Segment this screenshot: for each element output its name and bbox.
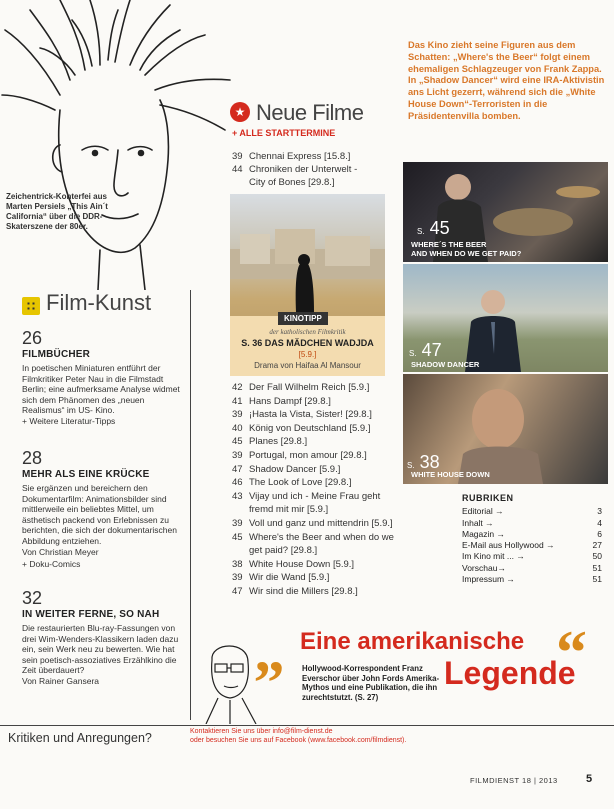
list-item: 42 Der Fall Wilhelm Reich [5.9.] bbox=[232, 382, 370, 393]
photo-label: WHERE´S THE BEER AND WHEN DO WE GET PAID? bbox=[411, 240, 522, 258]
list-item[interactable]: E-Mail aus Hollywood → 27 bbox=[462, 540, 602, 551]
film-kunst-icon bbox=[22, 297, 40, 315]
section-body: Sie ergänzen und bereichern den Dokumentarfilm: Animationsbilder sind mittlerweile ein beliebtes Mittel, um ästhetisch packend von Erlebnissen zu berichten, die sich der dokumentarischen Abbildung entziehen. bbox=[22, 483, 177, 546]
list-item: City of Bones [29.8.] bbox=[249, 177, 335, 188]
kinotipp-drama: Drama von Haifaa Al Mansour bbox=[254, 361, 361, 370]
list-item: fremd mit mir [5.9.] bbox=[249, 504, 329, 516]
photo-shadow-dancer bbox=[403, 264, 608, 372]
section-author: Von Rainer Gansera bbox=[22, 675, 100, 686]
section-body: In poetischen Miniaturen entführt der Filmkritiker Peter Nau in die Filmstadt Berlin; eine aufmerksame Analyse widmet sich dem Phänomen des „neuen Realismus“ im US- Kino. bbox=[22, 363, 180, 416]
kinotipp-title: S. 36 DAS MÄDCHEN WADJDA bbox=[241, 338, 374, 348]
feedback-heading: Kritiken und Anregungen? bbox=[8, 731, 152, 745]
quote-mark-close: “ bbox=[556, 619, 587, 687]
list-item: 43 Vijay und ich - Meine Frau geht bbox=[232, 490, 381, 502]
section-heading: MEHR ALS EINE KRÜCKE bbox=[22, 469, 150, 480]
promo-title-line1: Eine amerikanische bbox=[300, 628, 525, 655]
section-heading: IN WEITER FERNE, SO NAH bbox=[22, 609, 160, 620]
promo-body: Hollywood-Korrespondent Franz Everschor über John Fords Amerika-Mythos und eine Publikation, die ihn zurechtstutzt. (S. 27) bbox=[302, 664, 440, 702]
section-page-number: 28 bbox=[22, 448, 43, 468]
photo-page-number: S. 47 bbox=[409, 340, 442, 360]
list-item: 39 Chennai Express [15.8.] bbox=[232, 151, 351, 162]
list-item: 41 Hans Dampf [29.8.] bbox=[232, 395, 331, 407]
portrait-drawing-everschor bbox=[200, 632, 260, 724]
film-kunst-section-26 bbox=[22, 328, 182, 427]
photo-white-house-down bbox=[403, 374, 608, 484]
list-item: get paid? [29.8.] bbox=[249, 545, 318, 557]
list-item: 47 Wir sind die Millers [29.8.] bbox=[232, 585, 358, 597]
feature-caption: Das Kino zieht seine Figuren aus dem Schatten: „Where's the Beer“ folgt einem ehemaligen Schlagzeuger von Frank Zappa. In „Shadow Dancer“ wird eine IRA-Aktivistin ans Licht gezerrt, während sich die „White House Down“-Terroristen in die Präsidentenvilla bomben. bbox=[408, 40, 605, 121]
list-item: 39 ¡Hasta la Vista, Sister! [29.8.] bbox=[232, 409, 372, 421]
list-item: 45 Planes [29.8.] bbox=[232, 436, 308, 448]
list-item: 39 Wir die Wand [5.9.] bbox=[232, 572, 330, 584]
contact-info[interactable]: Kontaktieren Sie uns über info@film-dienst.de oder besuchen Sie uns auf Facebook (www.facebook.com/filmdienst). bbox=[190, 728, 407, 744]
footer-divider bbox=[0, 725, 614, 726]
photo-page-number: S. 45 bbox=[417, 218, 450, 238]
rubriken-title: RUBRIKEN bbox=[462, 493, 514, 503]
kinotipp-tag: KINOTIPP bbox=[278, 312, 328, 325]
rubriken-box bbox=[462, 493, 602, 585]
quote-mark-open: „ bbox=[254, 617, 285, 685]
section-extra: + Doku-Comics bbox=[22, 559, 81, 570]
promo-title-line2: Legende bbox=[444, 655, 576, 691]
column-divider bbox=[190, 290, 191, 720]
kinotipp-box bbox=[230, 316, 385, 376]
page-number: 5 bbox=[586, 773, 593, 785]
section-title-film-kunst: Film-Kunst bbox=[46, 290, 152, 315]
cartoon-face-illustration bbox=[0, 0, 250, 290]
list-item: 40 König von Deutschland [5.9.] bbox=[232, 422, 371, 434]
list-item: 38 White House Down [5.9.] bbox=[232, 558, 355, 570]
section-extra: + Weitere Literatur-Tipps bbox=[22, 415, 116, 426]
photo-label: SHADOW DANCER bbox=[411, 360, 480, 369]
list-item[interactable]: Impressum → 51 bbox=[462, 574, 602, 585]
list-item: 39 Portugal, mon amour [29.8.] bbox=[232, 449, 367, 461]
list-item: 39 Voll und ganz und mittendrin [5.9.] bbox=[232, 517, 393, 529]
photo-wheres-the-beer bbox=[403, 162, 608, 262]
list-item[interactable]: Editorial → 3 bbox=[462, 506, 602, 517]
list-item: 46 The Look of Love [29.8.] bbox=[232, 477, 352, 489]
list-item: 47 Shadow Dancer [5.9.] bbox=[232, 463, 341, 475]
section-subtitle-starttermine: + ALLE STARTTERMINE bbox=[232, 128, 336, 138]
list-item[interactable]: Inhalt → 4 bbox=[462, 517, 602, 528]
star-icon: ★ bbox=[230, 102, 250, 122]
section-body: Die restaurierten Blu-ray-Fassungen von drei Wim-Wenders-Klassikern laden dazu ein, sein Werk neu zu bewerten. Wie hat sein poetisch-assoziatives Erzählkino die Zeit überdauert? bbox=[22, 623, 179, 676]
kinotipp-subline: der katholischen Filmkritik bbox=[269, 328, 346, 336]
kinotipp-date: [5.9.] bbox=[298, 350, 317, 359]
list-item: 45 Where's the Beer and when do we bbox=[232, 531, 394, 543]
photo-label: WHITE HOUSE DOWN bbox=[411, 470, 490, 479]
photo-page-number: S. 38 bbox=[407, 452, 440, 472]
film-list-top bbox=[232, 150, 392, 189]
section-page-number: 32 bbox=[22, 588, 43, 608]
film-kunst-section-28 bbox=[22, 448, 182, 570]
list-item[interactable]: Vorschau→ 51 bbox=[462, 562, 602, 573]
film-kunst-section-32 bbox=[22, 588, 182, 687]
film-list bbox=[232, 381, 402, 599]
magazine-issue: FILMDIENST 18 | 2013 bbox=[470, 776, 558, 785]
list-item: 44 Chroniken der Unterwelt - bbox=[232, 164, 358, 175]
section-page-number: 26 bbox=[22, 328, 43, 348]
list-item[interactable]: Im Kino mit ... → 50 bbox=[462, 551, 602, 562]
section-author: Von Christian Meyer bbox=[22, 546, 99, 557]
section-title-neue-filme: Neue Filme bbox=[256, 100, 364, 125]
list-item[interactable]: Magazin → 6 bbox=[462, 528, 602, 539]
illustration-caption: Zeichentrick-Konterfei aus Marten Persiels „This Ain´t California“ über die DDR-Skaterszene der 80er. bbox=[6, 192, 108, 231]
section-heading: FILMBÜCHER bbox=[22, 349, 91, 360]
